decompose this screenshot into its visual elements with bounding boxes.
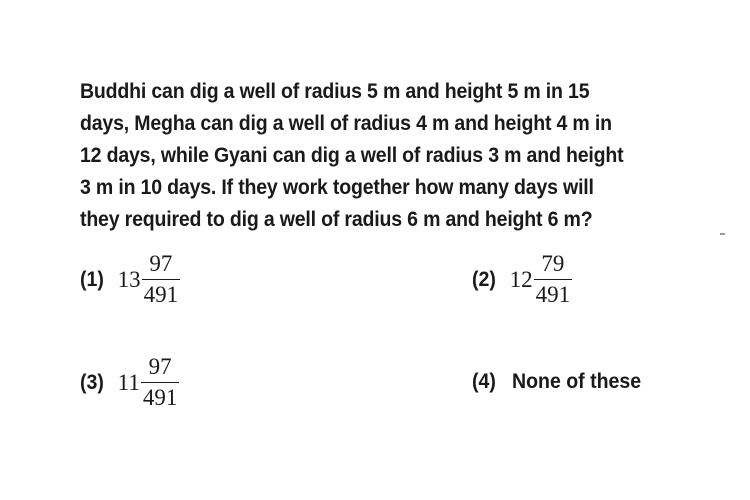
question-text [80, 76, 647, 236]
question-line: days, Megha can dig a well of radius 4 m and height 4 m in [80, 112, 612, 135]
numerator: 97 [148, 354, 172, 379]
numerator: 97 [149, 251, 173, 276]
fraction [141, 355, 180, 410]
question-line: Buddhi can dig a well of radius 5 m and height 5 m in 15 [80, 80, 590, 103]
option-value [118, 252, 181, 307]
option-2[interactable] [472, 252, 572, 307]
numerator: 79 [541, 251, 565, 276]
option-text: None of these [511, 370, 641, 393]
question-line: 12 days, while Gyani can dig a well of radius 3 m and height [80, 144, 624, 167]
fraction [142, 252, 181, 307]
option-label: (1) [80, 267, 104, 291]
option-value [118, 355, 180, 410]
option-label: (2) [472, 267, 496, 291]
whole-number: 12 [509, 266, 533, 292]
scan-mark [720, 233, 725, 235]
question-line: 3 m in 10 days. If they work together how many days will [80, 176, 594, 199]
option-3[interactable] [80, 355, 179, 410]
option-value [510, 252, 573, 307]
option-label: (3) [80, 370, 104, 394]
option-4[interactable] [472, 370, 651, 394]
denominator: 491 [535, 282, 571, 308]
denominator: 491 [142, 385, 178, 411]
denominator: 491 [143, 282, 179, 308]
whole-number: 11 [117, 369, 140, 395]
question-line: they required to dig a well of radius 6 m and height 6 m? [80, 208, 593, 231]
option-1[interactable] [80, 252, 180, 307]
whole-number: 13 [117, 266, 141, 292]
fraction [534, 252, 573, 307]
option-label: (4) [472, 370, 496, 393]
